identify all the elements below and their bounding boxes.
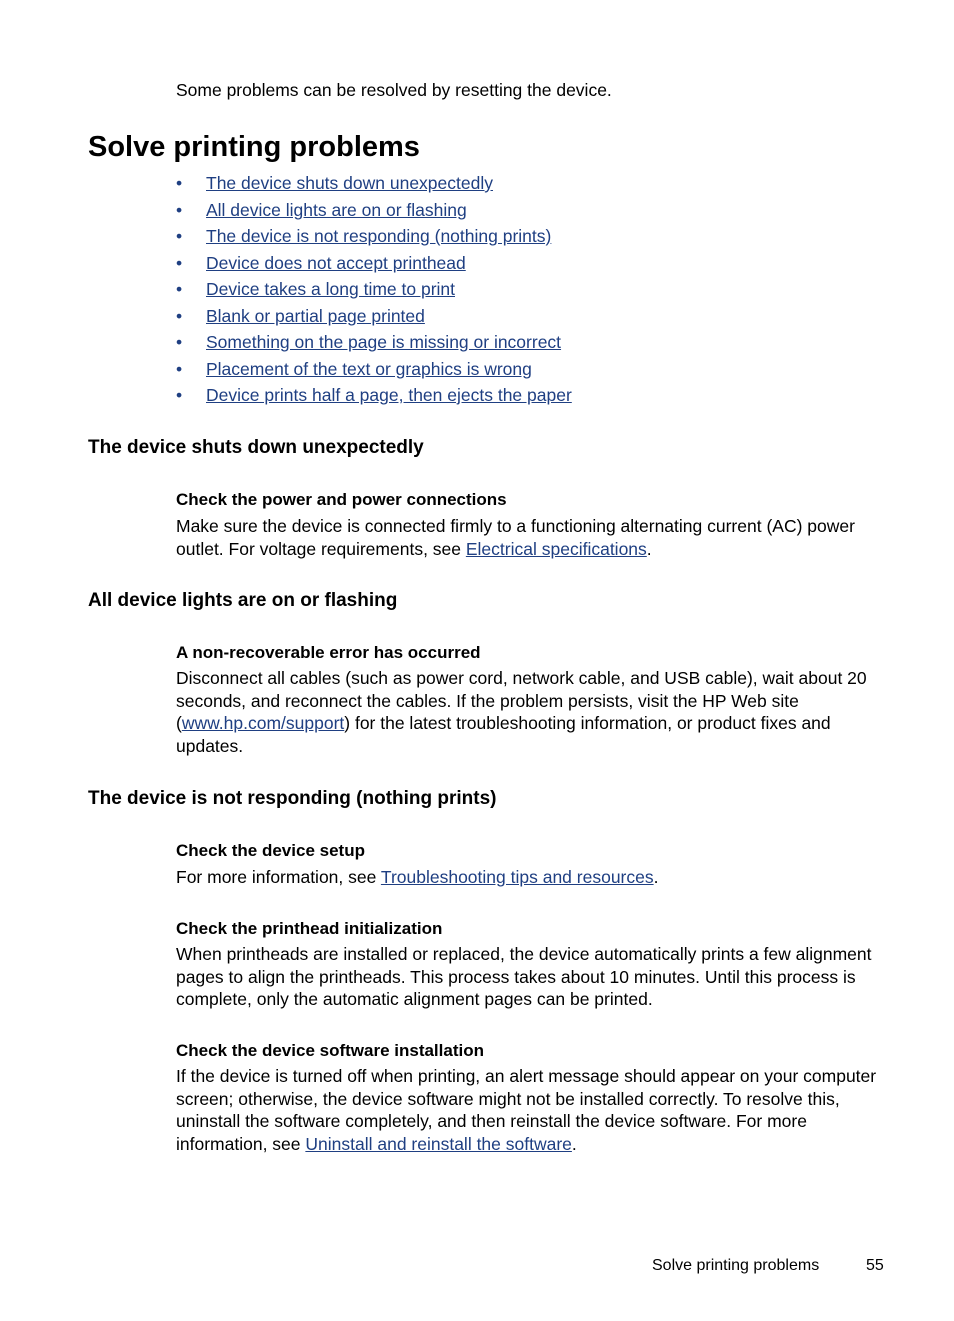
footer-section-label: Solve printing problems (652, 1257, 820, 1274)
subheading-device-setup: Check the device setup (176, 841, 365, 860)
subheading-error: A non-recoverable error has occurred (176, 643, 481, 662)
paragraph-text: For more information, see (176, 867, 381, 887)
bullet-icon: • (176, 226, 183, 246)
link-hp-support[interactable]: www.hp.com/support (181, 713, 345, 733)
paragraph-device-setup (176, 866, 886, 889)
toc-link-half-page[interactable]: Device prints half a page, then ejects the paper (206, 385, 572, 405)
paragraph-text: . (571, 1133, 577, 1154)
subheading-printhead-init: Check the printhead initialization (176, 919, 443, 938)
footer-page-number: 55 (866, 1257, 884, 1274)
toc-link-missing[interactable]: Something on the page is missing or incorrect (206, 332, 562, 352)
subheading-power: Check the power and power connections (176, 490, 507, 509)
toc-link-shuts-down[interactable]: The device shuts down unexpectedly (206, 173, 493, 193)
toc-link-not-responding[interactable]: The device is not responding (nothing prints) (206, 226, 552, 246)
section-heading-lights: All device lights are on or flashing (88, 590, 398, 611)
paragraph-text: If the device is turned off when printing, an alert message should appear on your computer screen; otherwise, the device software might not be installed correctly. To resolve this, uninstall the software completely, and then reinstall the device software. For more information, see (176, 1066, 877, 1154)
section-heading-not-responding: The device is not responding (nothing prints) (88, 788, 497, 809)
bullet-icon: • (176, 173, 183, 193)
paragraph-printhead-init: When printheads are installed or replaced, the device automatically prints a few alignment pages to align the printheads. This process takes about 10 minutes. Until this process is complete, only the automatic alignment pages can be printed. (176, 944, 872, 1009)
bullet-icon: • (176, 305, 183, 326)
bullet-icon: • (176, 199, 183, 220)
section-heading-shuts-down: The device shuts down unexpectedly (88, 437, 424, 458)
bullet-icon: • (176, 252, 183, 273)
paragraph-text: ) for the latest troubleshooting information, or product fixes and updates. (176, 713, 831, 756)
toc-link-lights-flashing[interactable]: All device lights are on or flashing (206, 199, 467, 220)
bullet-icon: • (176, 279, 183, 299)
toc-link-blank-page[interactable]: Blank or partial page printed (206, 305, 425, 326)
subheading-software-install: Check the device software installation (176, 1041, 484, 1060)
paragraph-text: . (653, 867, 659, 887)
paragraph-text: Make sure the device is connected firmly to a functioning alternating current (AC) power outlet. For voltage requirements, see (176, 516, 855, 559)
link-troubleshooting-tips[interactable]: Troubleshooting tips and resources (380, 867, 654, 887)
bullet-icon: • (176, 358, 183, 379)
toc-link-placement[interactable]: Placement of the text or graphics is wrong (206, 358, 532, 379)
paragraph-power (176, 515, 886, 560)
intro-text: Some problems can be resolved by resetting the device. (176, 80, 612, 100)
paragraph-error (176, 667, 886, 757)
link-uninstall-reinstall[interactable]: Uninstall and reinstall the software (305, 1133, 572, 1154)
paragraph-software-install (176, 1065, 886, 1155)
bullet-icon: • (176, 332, 183, 352)
page-title: Solve printing problems (88, 131, 420, 163)
link-electrical-specifications[interactable]: Electrical specifications (465, 538, 647, 559)
paragraph-text: Disconnect all cables (such as power cord, network cable, and USB cable), wait about 20 seconds, and reconnect the cables. If the problem persists, visit the HP Web site ( (176, 668, 867, 733)
toc-link-printhead[interactable]: Device does not accept printhead (206, 252, 466, 273)
paragraph-text: . (646, 538, 652, 559)
bullet-icon: • (176, 385, 183, 405)
toc-link-long-time[interactable]: Device takes a long time to print (206, 279, 456, 299)
